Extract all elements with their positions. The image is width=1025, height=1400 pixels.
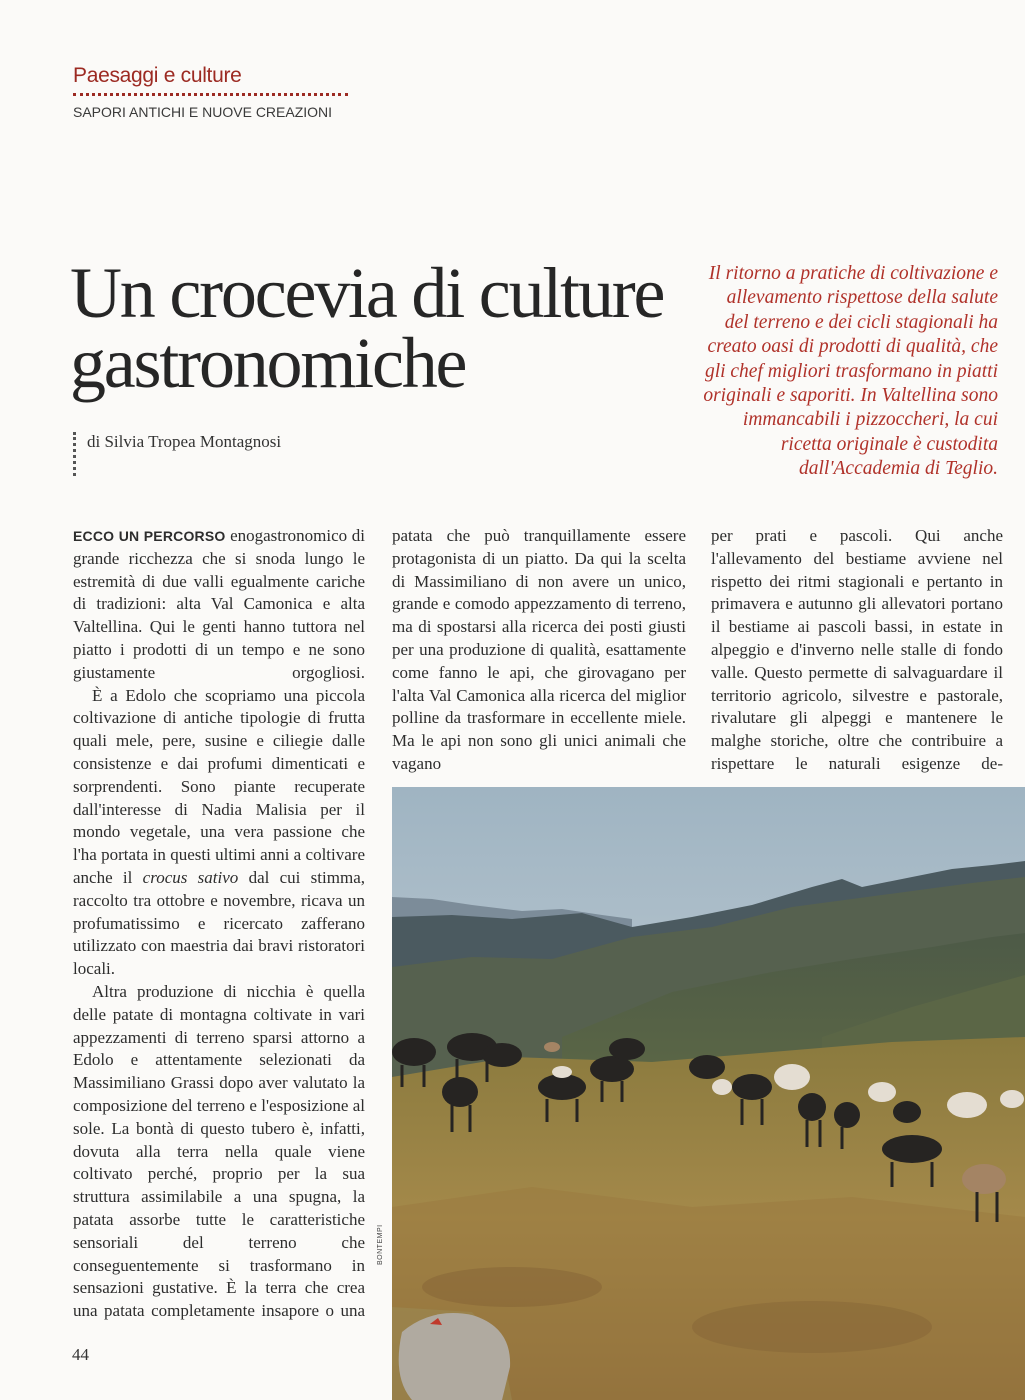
body-paragraph: patata che può tranquillamente essere protagonista di un piatto. Da qui la scelta di Massimiliano di non avere un unico, grande e comodo appezzamento di terreno, ma di spostarsi alla ricerca dei posti giusti per una produzione di qualità, esattamente come fanno le api, che girovagano per l'alta Val Camonica alla ricerca del miglior polline da trasformare in eccellente miele. Ma le api non sono gli unici animali che vagano (392, 526, 686, 773)
goats-pasture-photo (392, 787, 1025, 1400)
section-title: Paesaggi e culture (73, 64, 242, 87)
body-paragraph (73, 685, 365, 981)
article-title: Un crocevia di culture gastronomiche (70, 253, 664, 403)
body-paragraph: per prati e pascoli. Qui anche l'allevamento del bestiame avviene nel rispetto dei ritmi stagionali e pertanto in primavera e autunno gli allevatori portano il bestiame ai pascoli bassi, in estate in alpeggio e d'inverno nelle stalle di fondo valle. Questo permette di salvaguardare il territorio agricolo, silvestre e pastorale, rivalutare gli alpeggi e mantenere le malghe storiche, oltre che contribuire a rispettare le naturali esigenze de- (711, 526, 1003, 773)
body-paragraph (73, 525, 365, 685)
body-text: È a Edolo che scopriamo una piccola coltivazione di antiche tipologie di frutta quali mele, pere, susine e ciliegie dalle consistenze e dai profumi dimenticati e sorprendenti. Sono piante recuperate dall'interesse di Nadia Malisia per il mondo vegetale, una vera passione che l'ha portata in questi ultimi anni a coltivare anche il (73, 685, 365, 887)
lead-in: ECCO UN PERCORSO (73, 528, 226, 544)
body-paragraph: Altra produzione di nicchia è quella delle patate di montagna coltivate in vari appezzamenti di terreno sparsi attorno a Edolo e attentamente selezionati da Massimiliano Grassi dopo aver valutato la composizione del terreno e l'esposizione al sole. La bontà di questo tubero è, infatti, dovuta alla terra nella quale viene coltivato perché, proprio per la sua struttura assimilabile a una spugna, la patata assorbe tutte le caratteristiche sensoriali del terreno che conseguentemente si trasformano in sensazioni gustative. È la terra che crea una patata completamente insapore o una (73, 981, 365, 1321)
article-standfirst: Il ritorno a pratiche di coltivazione e allevamento rispettose della salute del terreno e dei cicli stagionali ha creato oasi di prodotti di qualità, che gli chef migliori trasformano in piatti originali e saporiti. In Valtellina sono immancabili i pizzoccheri, la cui ricetta originale è custodita dall'Accademia di Teglio. (703, 263, 998, 480)
italic-term: crocus sativo (142, 867, 239, 887)
byline-divider (73, 432, 76, 476)
body-column-2 (392, 525, 686, 776)
section-divider (73, 93, 348, 96)
body-text: dal cui stimma, raccolto tra ottobre e novembre, ricava un profumatissimo e ricercato zafferano utilizzato con maestria dai bravi ristoratori locali. (73, 867, 365, 979)
body-column-1 (73, 525, 365, 1323)
photo-credit: BONTEMPI (377, 1224, 384, 1265)
body-text: enogastronomico di grande ricchezza che si snoda lungo le estremità di due valli egualmente cariche di tradizioni: alta Val Camonica e alta Valtellina. Qui le genti hanno tuttora nel piatto i prodotti di un tempo e ne sono giustamente orgogliosi. (73, 526, 366, 682)
page-number: 44 (72, 1345, 89, 1364)
article-byline: di Silvia Tropea Montagnosi (87, 432, 282, 451)
section-subtitle: SAPORI ANTICHI E NUOVE CREAZIONI (73, 104, 333, 120)
body-column-3 (711, 525, 1003, 776)
